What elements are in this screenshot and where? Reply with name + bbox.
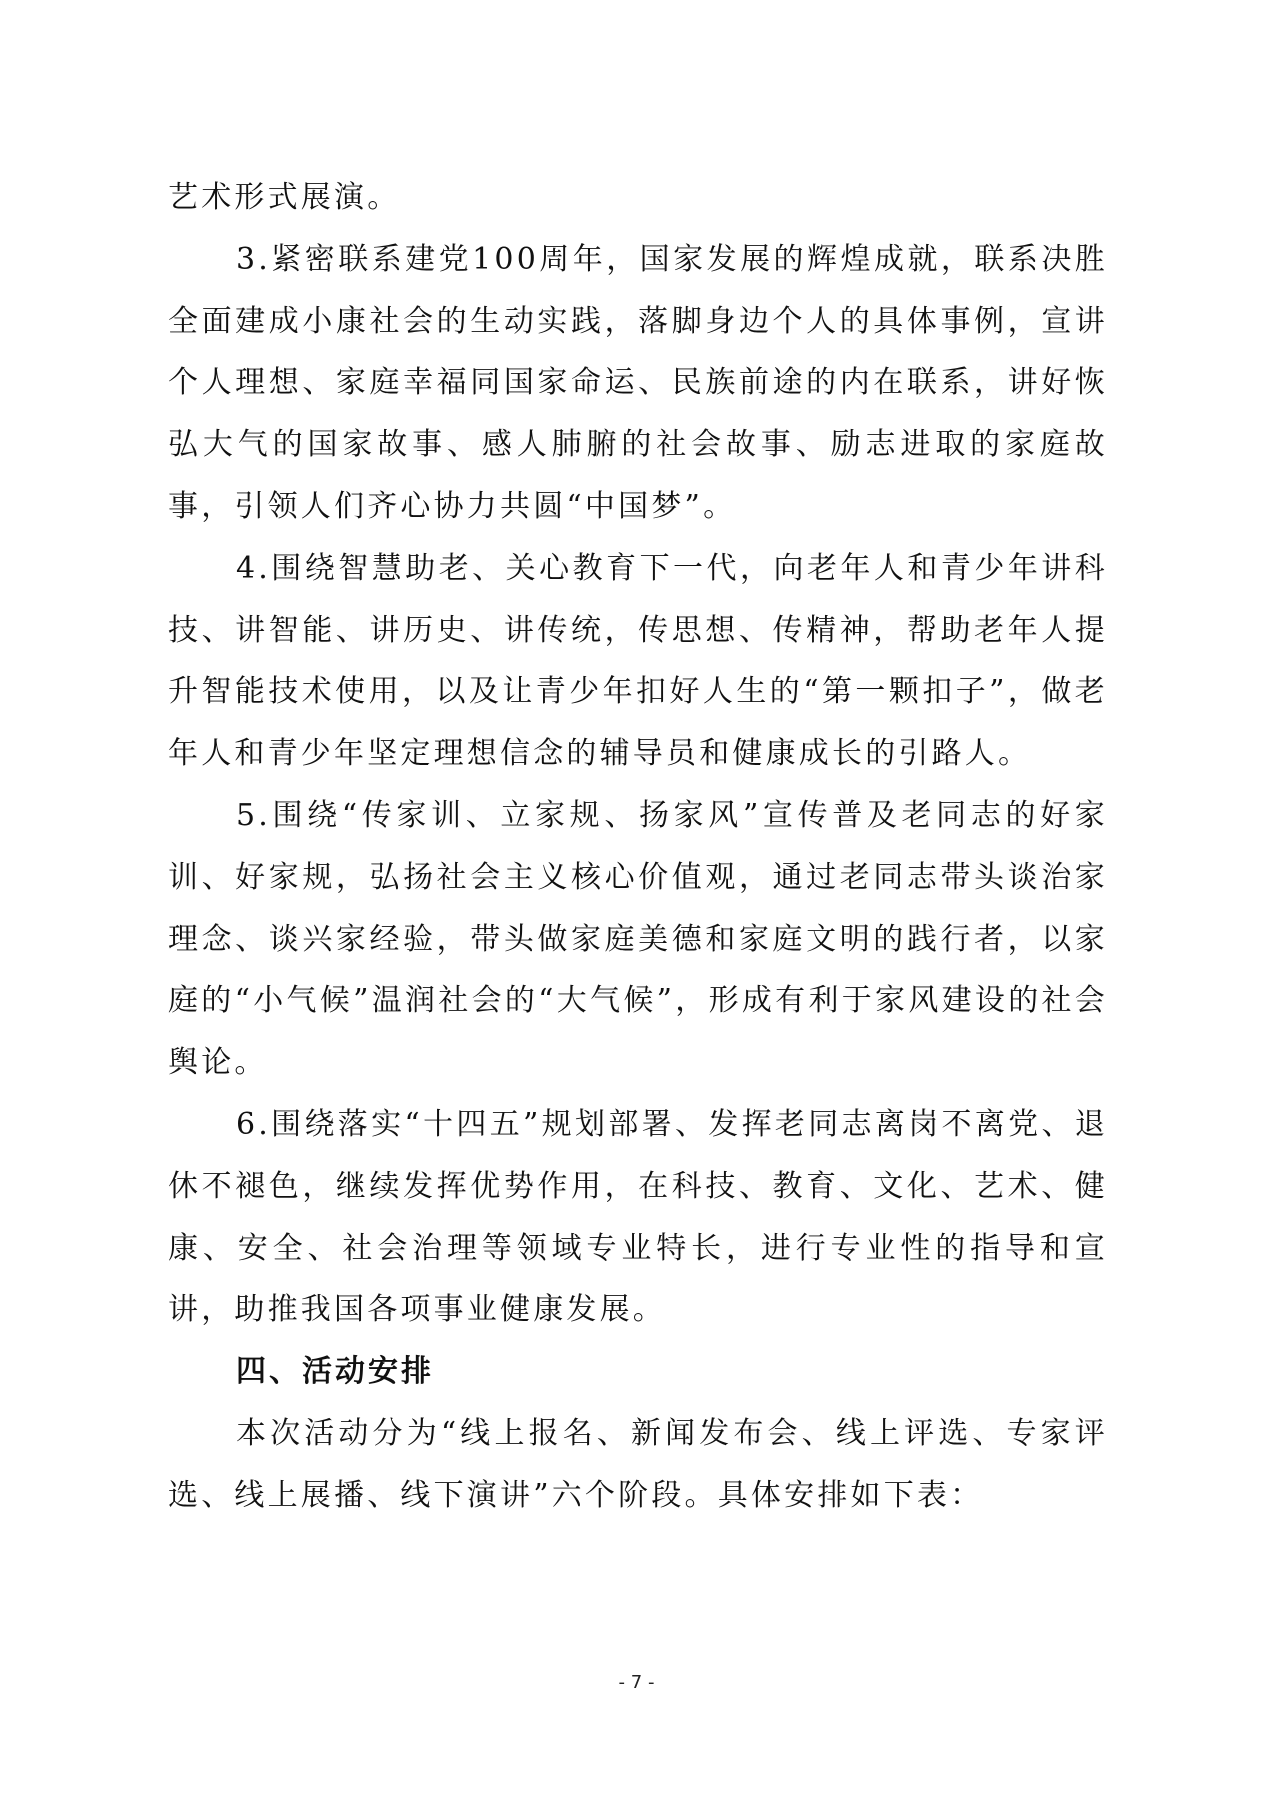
section-heading-activity-arrangement: 四、活动安排	[236, 1354, 434, 1390]
document-body	[168, 167, 1108, 1527]
paragraph-item-5: 5.围绕“传家训、立家规、扬家风”宣传普及老同志的好家训、好家规，弘扬社会主义核心价值观，通过老同志带头谈治家理念、谈兴家经验，带头做家庭美德和家庭文明的践行者，以家庭的“小气候”温润社会的“大气候”，形成有利于家风建设的社会舆论。	[168, 797, 1108, 1081]
paragraph-item-6: 6.围绕落实“十四五”规划部署、发挥老同志离岗不离党、退休不褪色，继续发挥优势作用，在科技、教育、文化、艺术、健康、安全、社会治理等领域专业特长，进行专业性的指导和宣讲，助推我国各项事业健康发展。	[168, 1106, 1108, 1328]
page-number: - 7 -	[618, 1672, 655, 1693]
paragraph-item-3: 3.紧密联系建党100周年，国家发展的辉煌成就，联系决胜全面建成小康社会的生动实践，落脚身边个人的具体事例，宣讲个人理想、家庭幸福同国家命运、民族前途的内在联系，讲好恢弘大气的国家故事、感人肺腑的社会故事、励志进取的家庭故事，引领人们齐心协力共圆“中国梦”。	[168, 241, 1108, 524]
paragraph-activity-stages: 本次活动分为“线上报名、新闻发布会、线上评选、专家评选、线上展播、线下演讲”六个阶段。具体安排如下表：	[168, 1415, 1108, 1513]
paragraph-art-performance-end: 艺术形式展演。	[168, 180, 401, 215]
paragraph-item-4: 4.围绕智慧助老、关心教育下一代，向老年人和青少年讲科技、讲智能、讲历史、讲传统，传思想、传精神，帮助老年人提升智能技术使用，以及让青少年扣好人生的“第一颗扣子”，做老年人和青少年坚定理想信念的辅导员和健康成长的引路人。	[168, 550, 1108, 772]
